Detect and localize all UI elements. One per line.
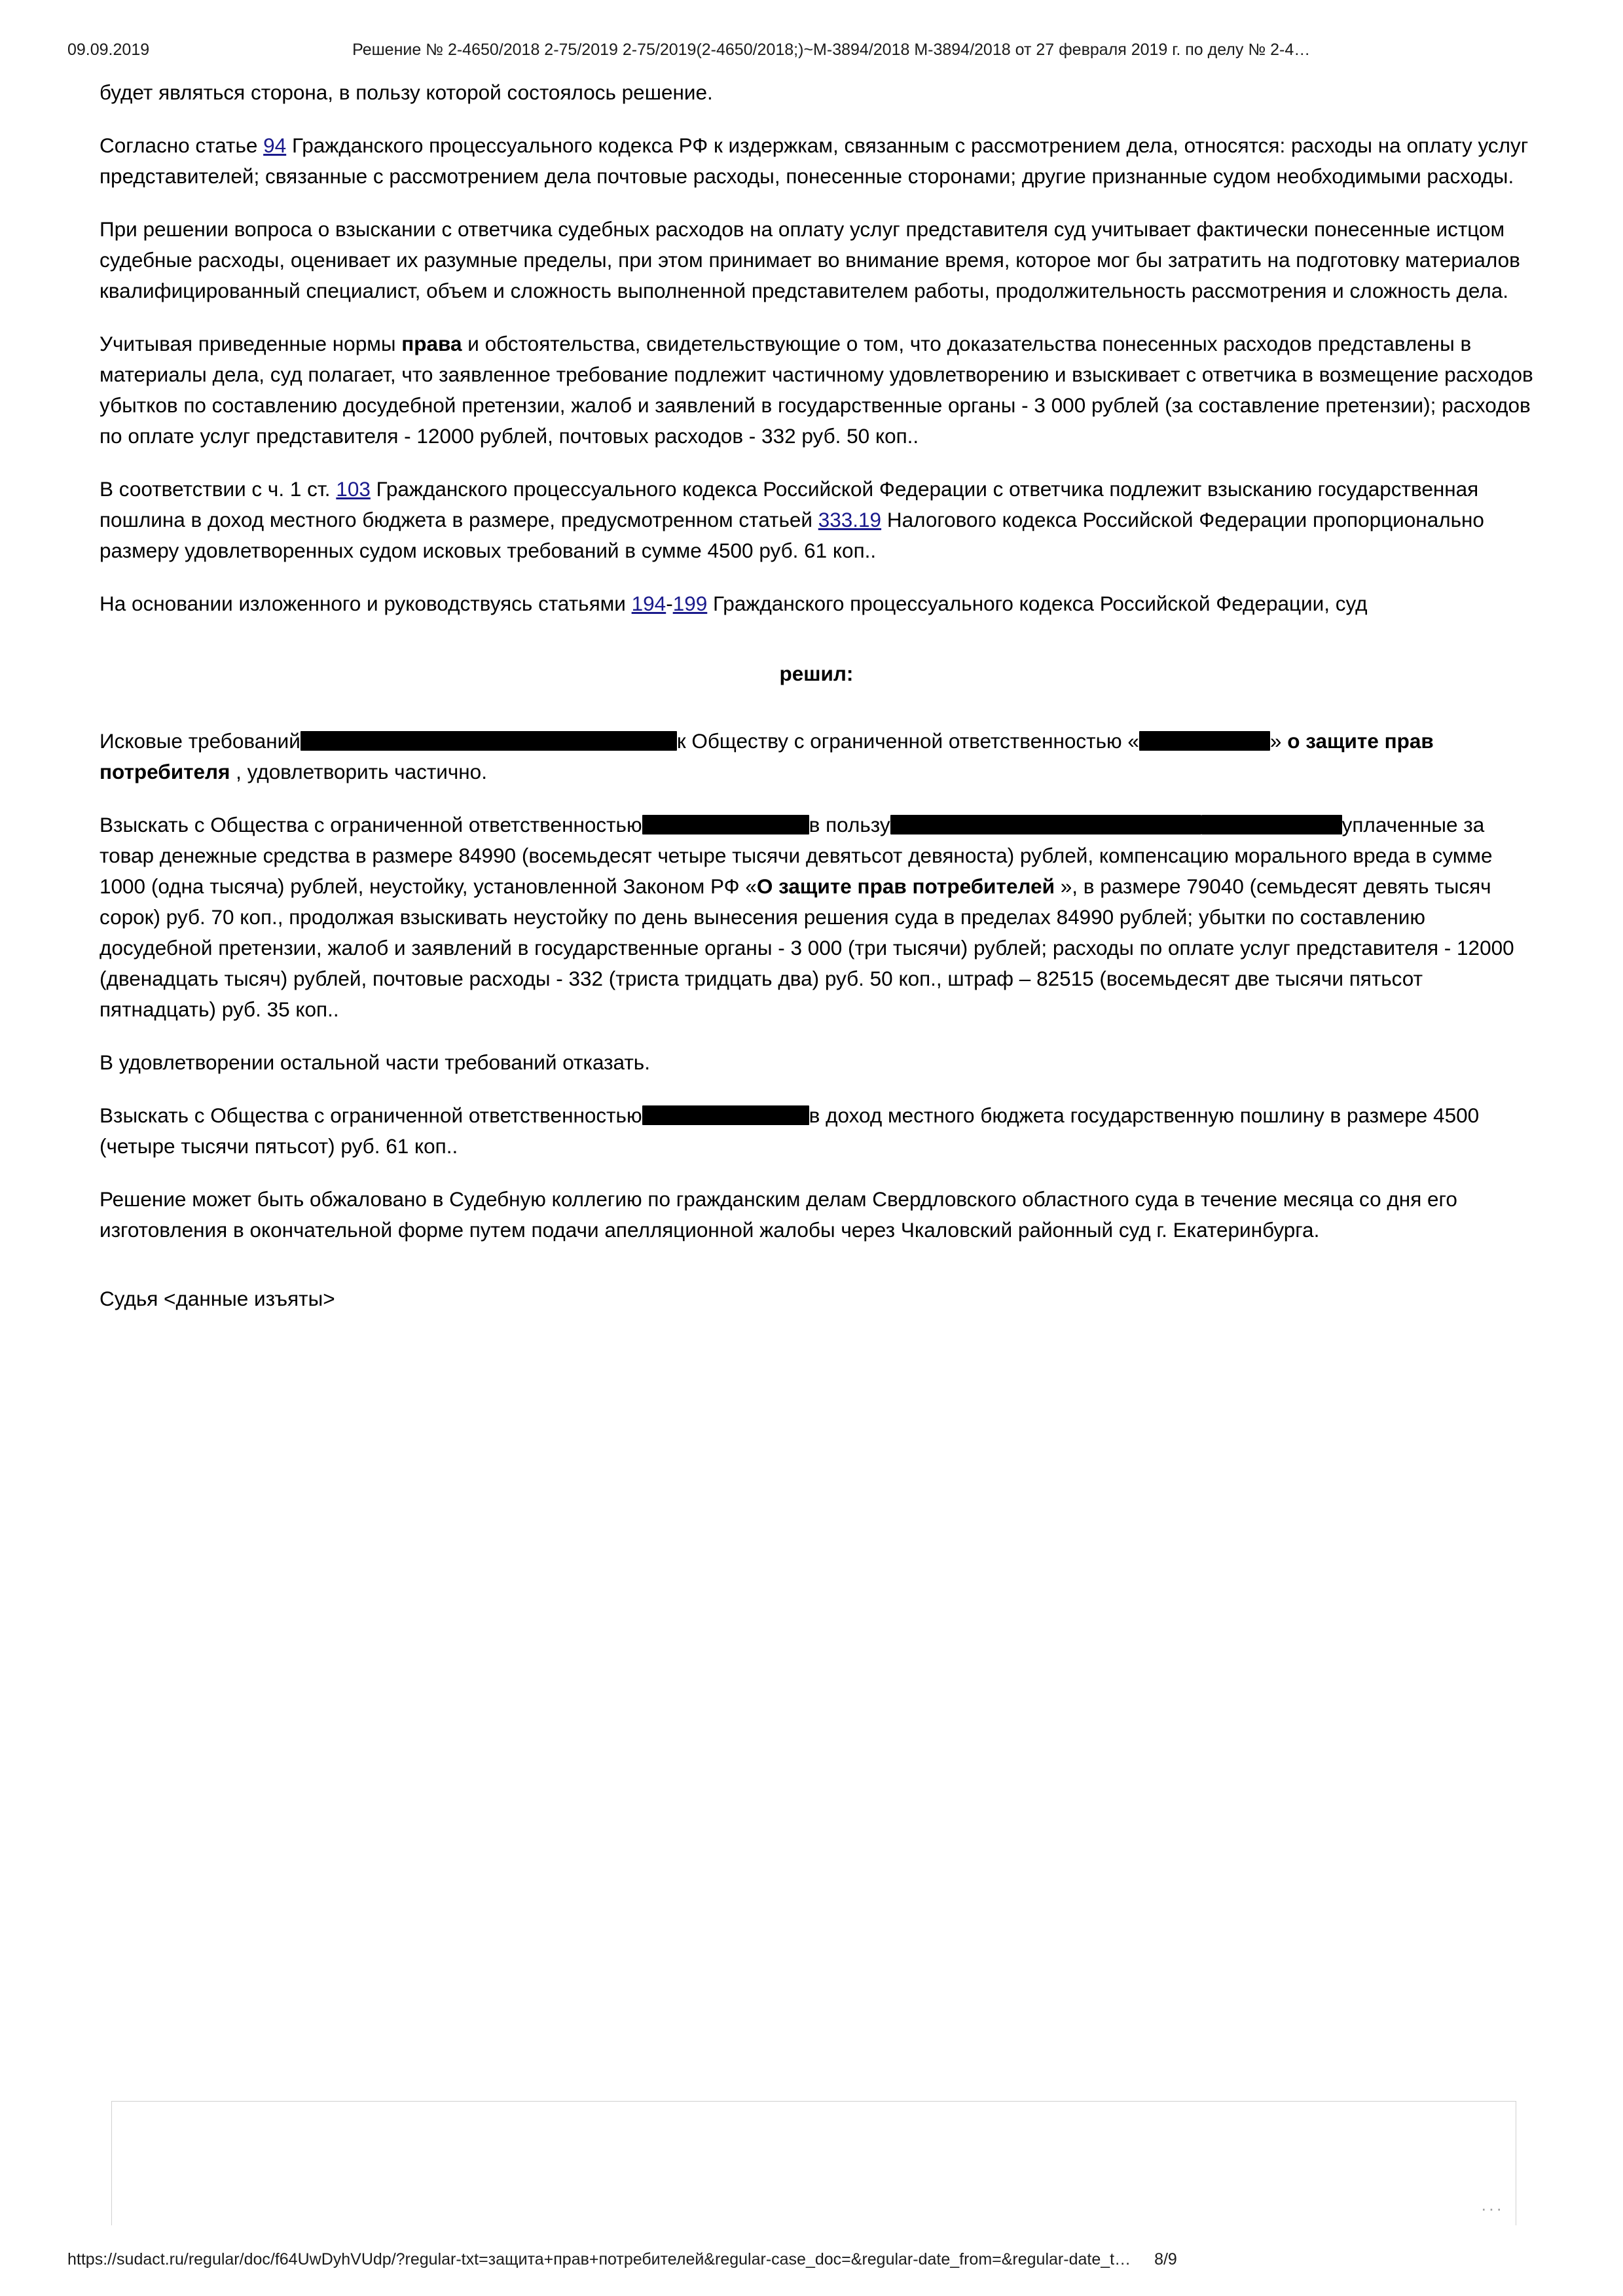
paragraph-award-amounts: Взыскать с Общества с ограниченной ответственностью в пользу уплаченные за товар денежные средства в размере 84990 (восемьдесят четыре тысячи девятьсот девяноста) рублей, компенсацию морального вреда в сумме 1000 (одна тысяча) рублей, неустойку, установленной Законом РФ «О защите прав потребителей », в размере 79040 (семьдесят девять тысяч сорок) руб. 70 коп., продолжая взыскивать неустойку по день вынесения решения суда в пределах 84990 рублей; убытки по составлению досудебной претензии, жалоб и заявлений в государственные органы - 3 000 (три тысячи) рублей; расходы по оплате услуг представителя - 12000 (двенадцать тысяч) рублей, почтовые расходы - 332 (триста тридцать два) руб. 50 коп., штраф – 82515 (восемьдесят две тысячи пятьсот пятнадцать) руб. 35 коп.. — [100, 813, 1514, 1021]
redaction-block — [642, 1105, 809, 1125]
paragraph-state-duty-award: Взыскать с Общества с ограниченной ответственностью в доход местного бюджета государственную пошлину в размере 4500 (четыре тысячи пятьсот) руб. 61 коп.. — [100, 1103, 1480, 1158]
paragraph-continuation: будет являться сторона, в пользу которой состоялось решение. — [100, 81, 713, 104]
footer-url: https://sudact.ru/regular/doc/f64UwDyhVUdp/?regular-txt=защита+прав+потребителей&regular-case_doc=&regular-date_from=&regular-date_t… — [67, 2250, 1131, 2269]
redaction-block — [301, 731, 677, 751]
header-date: 09.09.2019 — [67, 41, 150, 59]
redaction-block — [642, 815, 809, 834]
paragraph-basis-articles: На основании изложенного и руководствуясь статьями 194-199 Гражданского процессуального кодекса Российской Федерации, суд — [100, 592, 1368, 615]
paragraph-claims-granted: Исковые требований к Обществу с ограниченной ответственностью « » о защите прав потребителя , удовлетворить частично. — [100, 729, 1434, 783]
page-footer — [0, 2250, 1623, 2269]
paragraph-conclusion-costs: Учитывая приведенные нормы права и обстоятельства, свидетельствующие о том, что доказательства понесенных расходов представлены в материалы дела, суд полагает, что заявленное требование подлежит частичному удовлетворению и взыскивает с ответчика в возмещение расходов убытков по составлению досудебной претензии, жалоб и заявлений в государственные органы - 3 000 рублей (за составление претензии); расходов по оплате услуг представителя - 12000 рублей, почтовых расходов - 332 руб. 50 коп.. — [100, 332, 1533, 448]
paragraph-judge-signature: Судья <данные изъяты> — [100, 1287, 335, 1310]
footer-page-number: 8/9 — [1154, 2250, 1177, 2269]
redaction-block — [1201, 815, 1342, 834]
link-article-94[interactable]: 94 — [263, 134, 287, 157]
link-article-333-19[interactable]: 333.19 — [818, 508, 882, 531]
emphasis-consumer-rights: о защите прав потребителя — [100, 729, 1434, 783]
redaction-block — [1139, 731, 1270, 751]
redaction-block — [890, 815, 1201, 834]
link-article-199[interactable]: 199 — [672, 592, 708, 615]
link-article-194[interactable]: 194 — [631, 592, 666, 615]
paragraph-state-duty: В соответствии с ч. 1 ст. 103 Гражданского процессуального кодекса Российской Федерации с ответчика подлежит взысканию государственная пошлина в доход местного бюджета в размере, предусмотренном статьей 333.19 Налогового кодекса Российской Федерации пропорционально размеру удовлетворенных судом исковых требований в сумме 4500 руб. 61 коп.. — [100, 477, 1484, 562]
header-title: Решение № 2-4650/2018 2-75/2019 2-75/2019(2-4650/2018;)~М-3894/2018 М-3894/2018 от 27 февраля 2019 г. по делу № 2-4… — [352, 41, 1311, 59]
paragraph-representative-costs: При решении вопроса о взыскании с ответчика судебных расходов на оплату услуг представителя суд учитывает фактически понесенные истцом судебные расходы, оценивает их разумные пределы, при этом принимает во внимание время, которое мог бы затратить на подготовку материалов квалифицированный специалист, объем и сложность выполненной представителем работы, продолжительность рассмотрения и сложность дела. — [100, 217, 1520, 302]
emphasis-consumer-rights-law: О защите прав потребителей — [756, 874, 1055, 898]
emphasis-prava: права — [401, 332, 462, 355]
ruling-heading: решил: — [779, 662, 854, 685]
paragraph-remainder-denied: В удовлетворении остальной части требований отказать. — [100, 1050, 650, 1074]
paragraph-article-94: Согласно статье 94 Гражданского процессуального кодекса РФ к издержкам, связанным с рассмотрением дела, относятся: расходы на оплату услуг представителей; связанные с рассмотрением дела почтовые расходы, понесенные сторонами; другие признанные судом необходимыми расходы. — [100, 134, 1529, 188]
link-article-103[interactable]: 103 — [336, 477, 371, 501]
paragraph-appeal-info: Решение может быть обжаловано в Судебную коллегию по гражданским делам Свердловского областного суда в течение месяца со дня его изготовления в окончательной форме путем подачи апелляционной жалобы через Чкаловский районный суд г. Екатеринбурга. — [100, 1187, 1457, 1242]
document-body — [100, 77, 1533, 1336]
page-header — [0, 41, 1623, 60]
bottom-content-box — [111, 2101, 1516, 2225]
ellipsis-indicator: ··· — [1481, 2198, 1504, 2218]
